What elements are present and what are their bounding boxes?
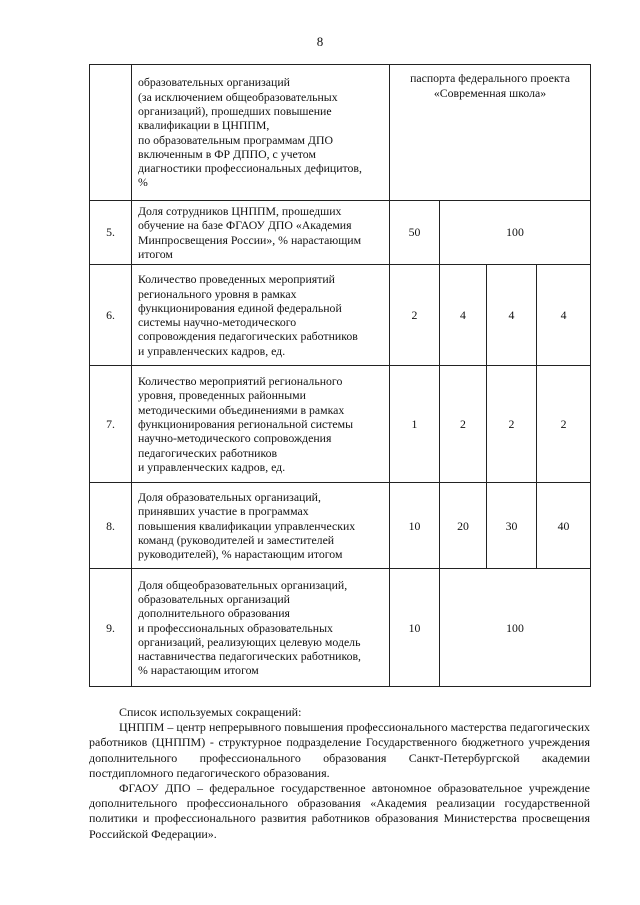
description-line: Минпросвещения России», % нарастающим <box>138 232 362 247</box>
description-line: принявших участие в программах <box>138 504 309 519</box>
row-number: 7. <box>90 366 132 483</box>
merged-value-cell: 100 <box>440 201 591 265</box>
row-number: 5. <box>90 201 132 265</box>
description-line: диагностики профессиональных дефицитов, <box>138 161 362 176</box>
value-cell: 2 <box>487 366 537 483</box>
value-cell: 4 <box>537 265 591 366</box>
description-line: повышения квалификации управленческих <box>138 518 356 533</box>
indicator-description <box>132 483 390 569</box>
description-line: функционирования региональной системы <box>138 417 354 432</box>
value-cell: 2 <box>440 366 487 483</box>
description-line: регионального уровня в рамках <box>138 286 297 301</box>
description-line: квалификации в ЦНППМ, <box>138 118 270 133</box>
description-line: организаций), прошедших повышение <box>138 103 332 118</box>
description-line: дополнительного образования <box>138 606 290 621</box>
description-line: руководителей), % нарастающим итогом <box>138 547 343 562</box>
description-line: функционирования единой федеральной <box>138 300 342 315</box>
value-cell: 2 <box>537 366 591 483</box>
description-line: Доля сотрудников ЦНППМ, прошедших <box>138 204 342 218</box>
description-line: уровня, проведенных районными <box>138 388 306 403</box>
row-number: 6. <box>90 265 132 366</box>
description-line: итогом <box>138 246 173 261</box>
description-line: и профессиональных образовательных <box>138 620 333 635</box>
merged-value-cell: 100 <box>440 569 591 687</box>
description-line: педагогических работников <box>138 445 278 460</box>
value-cell: 4 <box>440 265 487 366</box>
description-line: Доля образовательных организаций, <box>138 489 321 504</box>
description-line: методическими объединениями в рамках <box>138 402 345 417</box>
row-number: 8. <box>90 483 132 569</box>
passport-line: паспорта федерального проекта <box>410 71 570 85</box>
description-line: Доля общеобразовательных организаций, <box>138 577 348 592</box>
description-line: организаций, реализующих целевую модель <box>138 634 361 649</box>
description-line: % <box>138 175 148 190</box>
table-row <box>90 569 591 687</box>
value-cell: 30 <box>487 483 537 569</box>
description-line: % нарастающим итогом <box>138 663 259 678</box>
table-row <box>90 265 591 366</box>
indicator-description <box>132 366 390 483</box>
indicator-description <box>132 569 390 687</box>
description-line: наставничества педагогических работников, <box>138 649 362 664</box>
value-cell: 10 <box>390 483 440 569</box>
description-line: Количество проведенных мероприятий <box>138 272 335 287</box>
description-line: сопровождения педагогических работников <box>138 329 358 344</box>
description-line: системы научно-методического <box>138 315 297 330</box>
description-line: Количество мероприятий регионального <box>138 374 343 389</box>
passport-cell <box>390 65 591 201</box>
description-line: и управленческих кадров, ед. <box>138 459 286 474</box>
passport-line: «Современная школа» <box>433 86 547 100</box>
abbreviation-item: ЦНППМ – центр непрерывного повышения профессионального мастерства педагогических работников (ЦНППМ) - структурное подразделение Государственного бюджетного учреждения дополнительного профессионального образования Санкт-Петербургской академии постдипломного педагогического образования. <box>89 720 590 780</box>
abbreviations-section <box>89 705 590 842</box>
abbreviations-heading: Список используемых сокращений: <box>119 705 302 719</box>
description-line: (за исключением общеобразовательных <box>138 89 338 104</box>
description-line: научно-методического сопровождения <box>138 431 332 446</box>
description-line: обучение на базе ФГАОУ ДПО «Академия <box>138 218 352 233</box>
description-line: образовательных организаций <box>138 75 290 90</box>
row-number-cell <box>90 65 132 201</box>
value-cell: 1 <box>390 366 440 483</box>
indicator-description <box>132 265 390 366</box>
value-cell: 40 <box>537 483 591 569</box>
value-cell: 20 <box>440 483 487 569</box>
table-row-continuation <box>90 65 591 201</box>
table-row <box>90 483 591 569</box>
value-cell: 10 <box>390 569 440 687</box>
value-cell: 4 <box>487 265 537 366</box>
description-line: по образовательным программам ДПО <box>138 132 334 147</box>
description-line: включенным в ФР ДППО, с учетом <box>138 146 316 161</box>
value-cell: 50 <box>390 201 440 265</box>
description-line: и управленческих кадров, ед. <box>138 343 286 358</box>
description-line: команд (руководителей и заместителей <box>138 532 335 547</box>
indicator-description <box>132 65 390 201</box>
indicators-table <box>89 64 591 687</box>
indicator-description <box>132 201 390 265</box>
row-number: 9. <box>90 569 132 687</box>
table-row <box>90 201 591 265</box>
page-number: 8 <box>316 34 324 49</box>
table-row <box>90 366 591 483</box>
value-cell: 2 <box>390 265 440 366</box>
abbreviation-item: ФГАОУ ДПО – федеральное государственное автономное образовательное учреждение дополнительного профессионального образования «Академия реализации государственной политики и профессионального развития работников образования Министерства просвещения Российской Федерации». <box>89 781 590 841</box>
description-line: образовательных организаций <box>138 591 290 606</box>
